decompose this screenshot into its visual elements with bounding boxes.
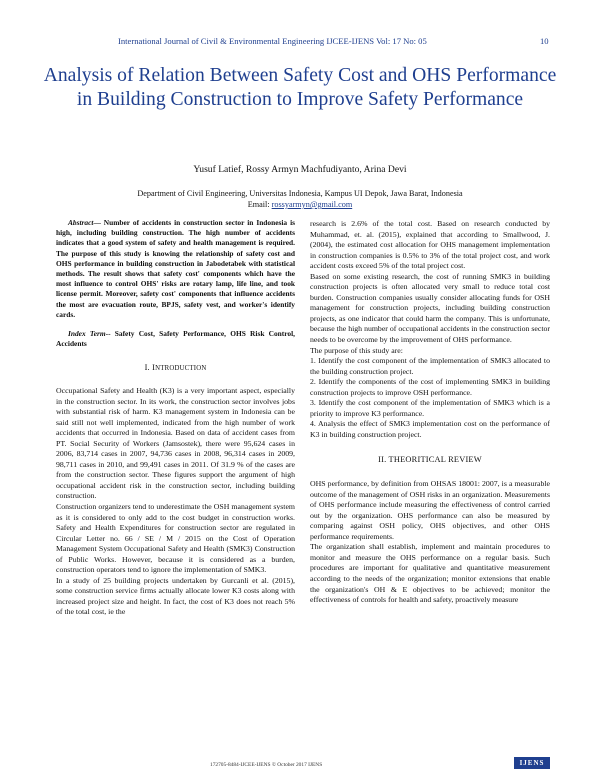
left-column xyxy=(56,218,295,618)
abstract-lead: Abstract xyxy=(68,218,94,227)
section-numeral: I. xyxy=(144,363,153,373)
section-heading-review: II. THEORITICAL REVIEW xyxy=(378,455,482,465)
page-number: 10 xyxy=(540,36,549,46)
section-heading-introduction xyxy=(56,363,295,375)
abstract-text: — Number of accidents in construction sector in Indonesia is high, including building construction. The high number of accidents indicates that a good system of safety and health management is required. The purpose of this study is knowing the relationship of safety cost and OHS performance in building construction in Jabodetabek with statistical methods. The result shows that safety cost' components which have the most influence to control OHS' risks are rotary lamp, life line, and took license permit. Moreover, safety cost' components that influence accidents the most are evacuation route, BPJS, safety vest, and worker's identify cards. xyxy=(56,218,295,319)
section-rest: NTRODUCTION xyxy=(155,365,207,373)
purpose-lead: The purpose of this study are: xyxy=(310,345,403,355)
right-column xyxy=(310,219,550,606)
author-list: Yusuf Latief, Rossy Armyn Machfudiyanto, Arina Devi xyxy=(193,164,407,175)
email-label: Email: xyxy=(247,200,272,209)
journal-name: International Journal of Civil & Environmental Engineering IJCEE-IJENS Vol: 17 No: 05 xyxy=(118,36,427,46)
paper-title: Analysis of Relation Between Safety Cost and OHS Performance in Building Construction to Improve Safety Performance xyxy=(43,65,557,110)
intro-paragraph: Occupational Safety and Health (K3) is a very important aspect, especially in the construction sector. In its work, the construction sector involves jobs with substantial risk of harm. K3 management system in Indonesia can be said still not well implemented, indicated from the high number of work accidents that occurred in Indonesia. Based on data of accident cases from PT. Social Security of Workers (Jamsostek), there were 95,624 cases in 2006, 83,714 cases in 2007, 94,736 cases in 2008, 96,314 cases in 2009, 98,711 cases in 2010, and 99,491 cases in 2011. Of 31.9 % of the cases are from the construction sector. These figures support the argument of high occupational accident risk in the construction sector, including building construction. xyxy=(56,385,295,501)
abstract xyxy=(56,218,295,320)
ijens-logo: IJENS xyxy=(514,757,550,769)
index-terms-text: -- Safety Cost, Safety Performance, OHS Risk Control, Accidents xyxy=(56,329,296,349)
section-first-letter: I xyxy=(152,363,156,373)
footer-text: 172705-8484-IJCEE-IJENS © October 2017 IJENS xyxy=(210,762,323,768)
purpose-item: 1. Identify the cost component of the implementation of SMK3 allocated to the building construction project. xyxy=(310,356,550,376)
review-paragraph: OHS performance, by definition from OHSAS 18001: 2007, is a measurable outcome of the management of OSH risks in an organization. Measurements of OHS performance include measuring the effectiveness of control carried out by the organization. OHS performance can also be measured by comparing against OSH policy, OHS objectives, and other OHS performance requirements. xyxy=(310,479,550,541)
department: Department of Civil Engineering, Universitas Indonesia, Kampus UI Depok, Jawa Barat, Indonesia xyxy=(137,189,463,198)
purpose-item: 4. Analysis the effect of SMK3 implementation cost on the performance of K3 in building construction project. xyxy=(310,419,550,439)
intro-paragraph: In a study of 25 building projects undertaken by Gurcanli et al. (2015), some construction service firms actually allocate lower K3 costs along with increased project size and height. In fact, the cost of K3 does not reach 5% of the total cost, ie the xyxy=(56,575,295,617)
page-footer xyxy=(50,759,550,776)
body-paragraph: research is 2.6% of the total cost. Based on research conducted by Muhammad, et. al. (2015), explained that according to Smallwood, J. (2004), the estimated cost allocation for OHS management implementation in construction companies is 0.5% to 3% of the total project cost, and work accident costs exceed 5% of the total project cost. xyxy=(310,219,550,271)
purpose-item: 2. Identify the components of the cost of implementing SMK3 in building construction projects to improve OSH performance. xyxy=(310,377,550,397)
intro-paragraph: Construction organizers tend to underestimate the OSH management system as it is considered to only add to the cost budget in construction works. Safety and Health Expenditures for construction sector are regulated in Circular Letter no. 66 / SE / M / 2015 on the Cost of Operation Management System Occupational Safety and Health (SMK3) Construction of Public Works. However, because it is considered as a burden, construction operators tend to ignore the implementation of SMK3. xyxy=(56,502,295,575)
body-paragraph: Based on some existing research, the cost of running SMK3 in building construction projects is often allocated very small to reduce total cost burden. Construction companies usually consider allocating funds for OSH management for construction projects, including building construction projects, as one indicator that could harm the company. This is unfortunate, because the high number of occupational accidents in the construction sector needs to be overcome by the improvement of OHS performance. xyxy=(310,271,550,345)
index-terms xyxy=(56,329,295,349)
purpose-item: 3. Identify the cost component of the implementation of SMK3 which is a priority to improve K3 performance. xyxy=(310,398,550,418)
email-line xyxy=(0,199,600,210)
affiliation-block xyxy=(0,188,600,210)
index-terms-lead: Index Term xyxy=(68,329,106,339)
review-paragraph: The organization shall establish, implement and maintain procedures to monitor and measure the OHS performance on a regular basis. Such procedures are important for qualitative and quantitative measurement according to the needs of the organization; monitor extensions that enable the organization's OH & E objectives to be achieved; monitor the effectiveness of controls for health and safety, proactively measure xyxy=(310,542,550,605)
email-link[interactable]: rossyarmyn@gmail.com xyxy=(271,200,353,209)
